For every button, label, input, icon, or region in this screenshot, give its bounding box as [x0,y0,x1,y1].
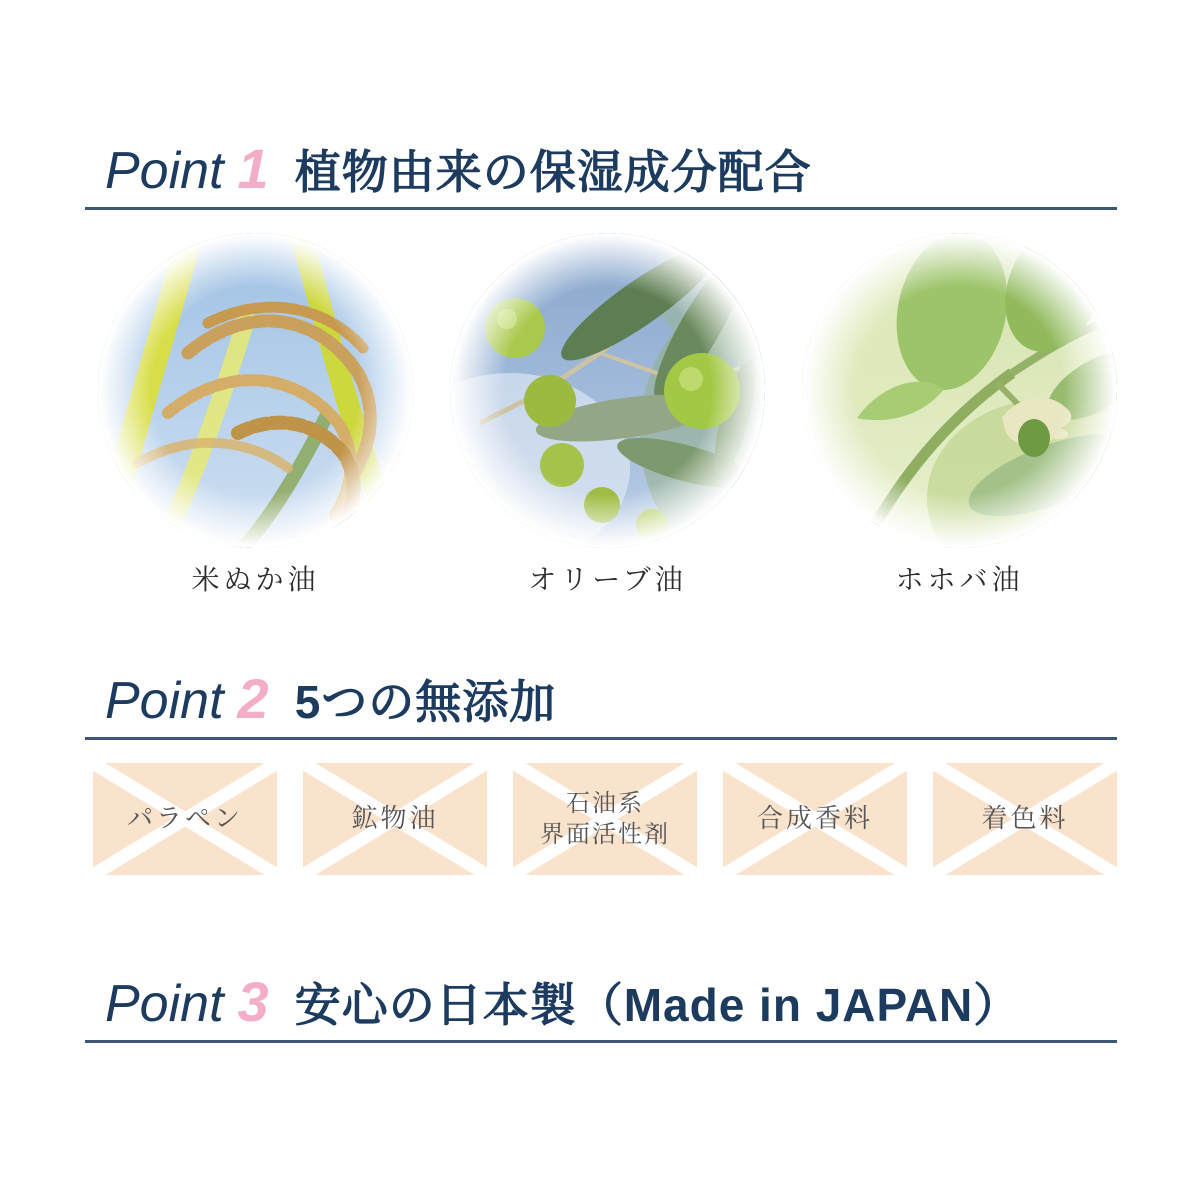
oil-item-jojoba [802,233,1117,598]
point2-title: 5つの無添加 [294,676,557,728]
oil-label-olive: オリーブ油 [528,564,687,595]
point3-word: Point [105,975,224,1033]
point1-word: Point [105,142,224,200]
additive-box-synthetic-fragrance [723,763,907,875]
oil-item-olive [450,233,765,598]
point1-number: 1 [237,137,269,200]
oil-ingredients-row [98,233,1117,598]
oil-label-jojoba: ホホバ油 [895,564,1024,595]
additive-label: 鉱物油 [351,803,439,834]
additive-box-petroleum-surfactant [513,763,697,875]
additive-label: パラペン [126,803,243,834]
point2-number: 2 [237,667,269,730]
additive-box-colorant [933,763,1117,875]
photo-feather-edge [802,233,1117,548]
oil-label-rice-bran: 米ぬか油 [191,564,320,595]
olive-branch-photo [450,233,765,548]
point1-header [85,139,1117,210]
point1-title: 植物由来の保湿成分配合 [294,146,812,198]
point2-word: Point [105,672,224,730]
rice-bran-photo [98,233,413,548]
point2-header [85,669,1117,740]
additive-box-paraben [93,763,277,875]
jojoba-plant-photo [802,233,1117,548]
photo-feather-edge [450,233,765,548]
additive-box-mineral-oil [303,763,487,875]
additive-free-row [93,763,1117,875]
oil-item-rice-bran [98,233,413,598]
additive-label: 石油系 界面活性剤 [540,789,670,848]
photo-feather-edge [98,233,413,548]
additive-label: 合成香料 [756,803,873,834]
point3-number: 3 [237,970,269,1033]
additive-label: 着色料 [981,803,1069,834]
point3-header [85,972,1117,1043]
point3-title: 安心の日本製（Made in JAPAN） [294,979,1021,1031]
